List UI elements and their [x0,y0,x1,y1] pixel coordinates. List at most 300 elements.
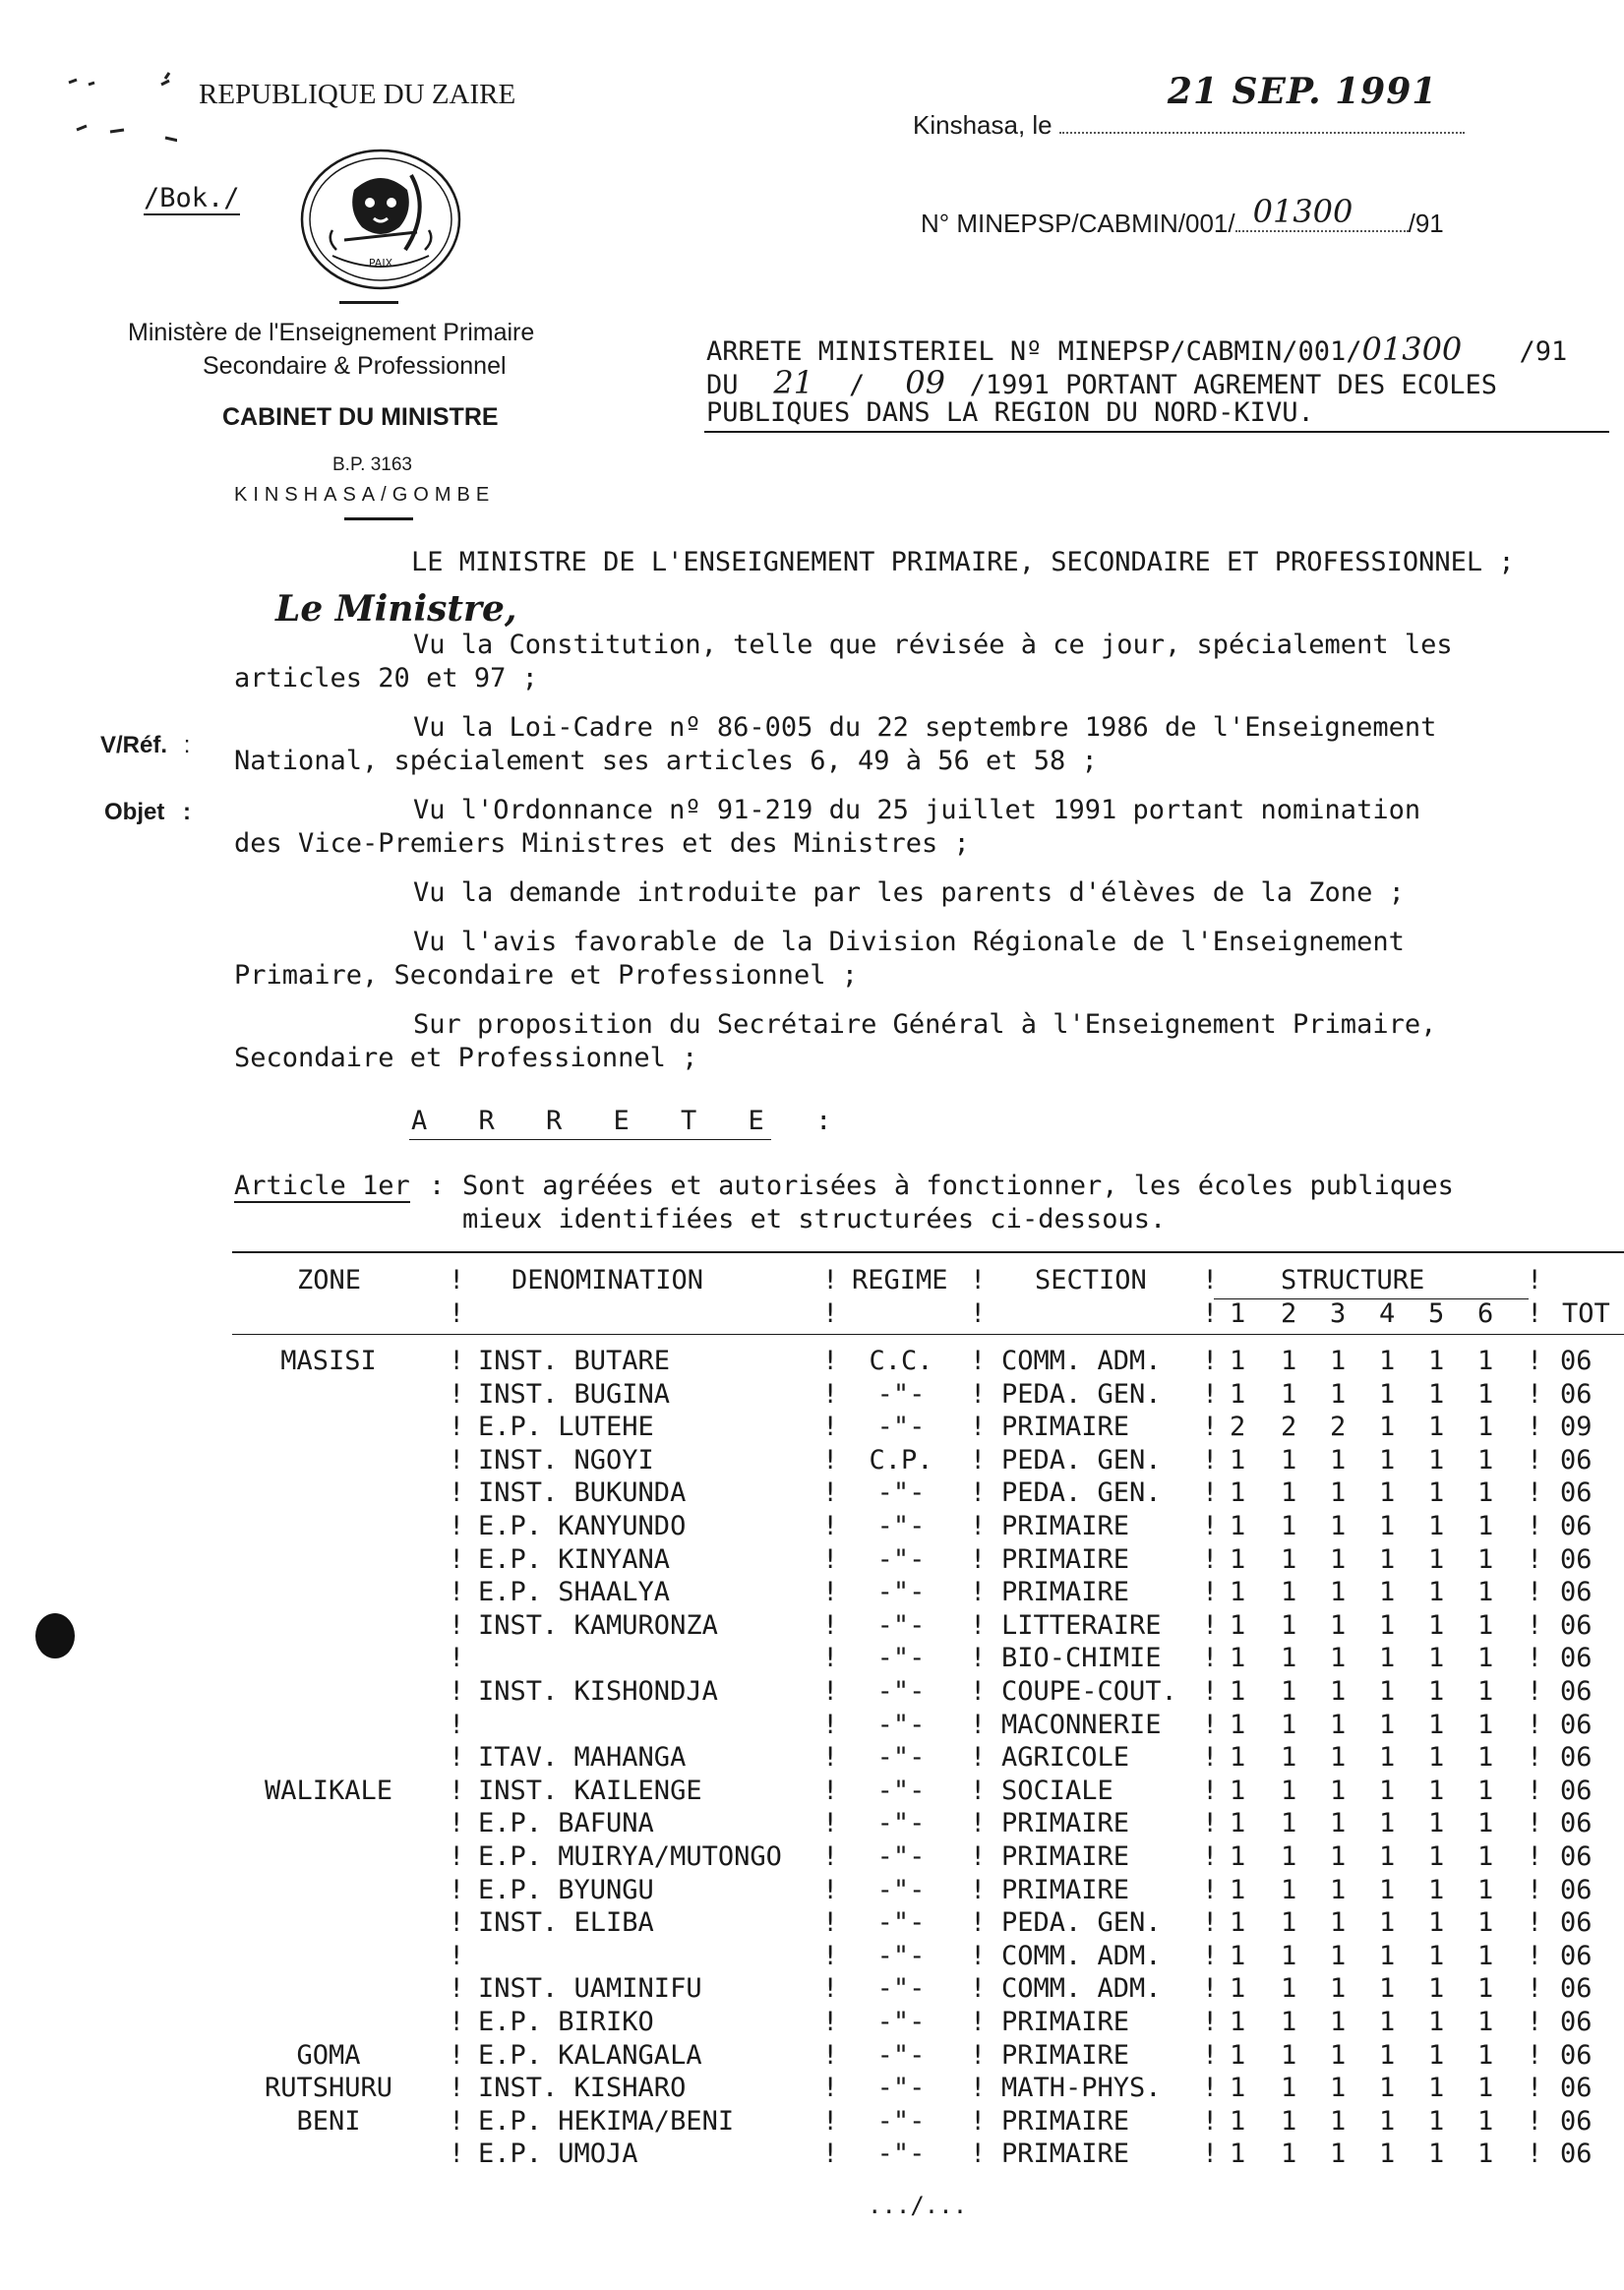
row-sep-4: ! [1202,1577,1219,1608]
row-zone: RUTSHURU [264,2073,393,2104]
row-denomination: E.P. KALANGALA [478,2039,702,2071]
row-structure-6: 1 [1477,1577,1494,1608]
row-sep-4: ! [1202,1346,1219,1376]
row-structure-2: 1 [1281,1973,1297,2005]
row-sep-5: ! [1527,1709,1543,1740]
table-row [0,1941,1624,1973]
row-structure-3: 1 [1330,1609,1347,1641]
row-structure-3: 1 [1330,1676,1347,1707]
row-sep-1: ! [449,1874,465,1905]
row-structure-2: 1 [1281,1742,1297,1774]
row-sep-3: ! [970,1973,987,2005]
row-structure-2: 1 [1281,2105,1297,2137]
table-row [0,1841,1624,1874]
row-structure-1: 1 [1230,1577,1246,1608]
row-denomination: E.P. BYUNGU [478,1874,654,1905]
row-sep-1: ! [449,1444,465,1476]
row-sep-5: ! [1527,1973,1543,2005]
row-sep-3: ! [970,1709,987,1740]
row-structure-1: 1 [1230,1973,1246,2005]
row-structure-4: 1 [1379,1841,1396,1872]
table-row [0,2106,1624,2139]
row-structure-4: 1 [1379,1742,1396,1774]
vref-label [100,732,190,759]
table-row [0,1676,1624,1709]
row-sep-2: ! [822,1907,839,1939]
row-regime: -"- [876,1609,926,1641]
header-year-5: 5 [1428,1298,1445,1329]
row-sep-2: ! [822,1676,839,1707]
row-section: PRIMAIRE [1001,1412,1130,1443]
row-structure-2: 1 [1281,1643,1297,1674]
row-sep-3: ! [970,1940,987,1971]
row-sep-5: ! [1527,1412,1543,1443]
row-regime: -"- [876,1412,926,1443]
row-sep-3: ! [970,1808,987,1839]
row-structure-5: 1 [1428,1378,1445,1410]
row-sep-4: ! [1202,1412,1219,1443]
row-structure-5: 1 [1428,2139,1445,2170]
preamble-p2-a: Vu la Loi-Cadre nº 86-005 du 22 septembre 1986 de l'Enseignement [413,712,1437,743]
row-sep-5: ! [1527,1643,1543,1674]
row-sep-1: ! [449,1775,465,1806]
preamble-p3-a: Vu l'Ordonnance nº 91-219 du 25 juillet 1991 portant nomination [413,795,1421,825]
row-sep-3: ! [970,1346,987,1376]
table-row [0,1477,1624,1510]
row-sep-3: ! [970,2039,987,2071]
row-sep-2: ! [822,1346,839,1376]
objet-label [104,799,191,826]
row-sep-4: ! [1202,1907,1219,1939]
row-section: BIO-CHIMIE [1001,1643,1162,1674]
row-structure-3: 1 [1330,1940,1347,1971]
table-row [0,2139,1624,2171]
row-structure-3: 1 [1330,2073,1347,2104]
row-structure-5: 1 [1428,2073,1445,2104]
row-section: PEDA. GEN. [1001,1378,1162,1410]
row-structure-5: 1 [1428,1412,1445,1443]
row-structure-1: 1 [1230,1775,1246,1806]
row-structure-3: 2 [1330,1412,1347,1443]
row-sep-3: ! [970,2139,987,2170]
row-regime: -"- [876,1643,926,1674]
row-denomination: INST. BUTARE [478,1346,671,1376]
row-structure-6: 1 [1477,1643,1494,1674]
row-total: 06 [1560,1577,1593,1608]
row-structure-4: 1 [1379,1874,1396,1905]
continued-marker: .../... [868,2192,968,2219]
row-denomination: INST. KISHONDJA [478,1676,718,1707]
row-sep-2: ! [822,1940,839,1971]
row-sep-3: ! [970,1676,987,1707]
row-regime: -"- [876,1477,926,1509]
header-bottom-rule [232,1334,1624,1335]
row-sep-2: ! [822,2039,839,2071]
row-denomination: INST. ELIBA [478,1907,654,1939]
handwritten-date: 21 SEP. 1991 [1167,71,1438,112]
punch-hole [35,1613,75,1658]
row-structure-5: 1 [1428,1907,1445,1939]
row-structure-6: 1 [1477,1940,1494,1971]
row-regime: -"- [876,2039,926,2071]
row-structure-3: 1 [1330,1577,1347,1608]
row-zone: GOMA [296,2039,361,2071]
header2-sep-4: ! [1202,1298,1219,1329]
row-sep-4: ! [1202,1511,1219,1541]
row-sep-1: ! [449,1346,465,1376]
table-row [0,1643,1624,1675]
header-structure: STRUCTURE [1281,1265,1425,1296]
row-sep-3: ! [970,1775,987,1806]
header-sep-3: ! [970,1265,987,1296]
row-structure-4: 1 [1379,1412,1396,1443]
row-sep-2: ! [822,1577,839,1608]
row-regime: -"- [876,1841,926,1872]
row-structure-1: 1 [1230,1841,1246,1872]
row-structure-4: 1 [1379,1577,1396,1608]
row-total: 06 [1560,2105,1593,2137]
table-row [0,1346,1624,1378]
row-sep-2: ! [822,1709,839,1740]
row-denomination: INST. KAILENGE [478,1775,702,1806]
row-sep-4: ! [1202,2139,1219,2170]
row-total: 06 [1560,2039,1593,2071]
row-sep-4: ! [1202,1841,1219,1872]
row-sep-5: ! [1527,1346,1543,1376]
row-sep-3: ! [970,2007,987,2037]
row-structure-3: 1 [1330,1511,1347,1541]
row-regime: C.C. [869,1346,933,1376]
row-sep-1: ! [449,1378,465,1410]
row-sep-5: ! [1527,1874,1543,1905]
row-structure-3: 1 [1330,1742,1347,1774]
row-structure-6: 1 [1477,1742,1494,1774]
row-denomination: E.P. SHAALYA [478,1577,671,1608]
row-section: PRIMAIRE [1001,1577,1130,1608]
row-structure-6: 1 [1477,1511,1494,1541]
row-structure-3: 1 [1330,1775,1347,1806]
row-sep-5: ! [1527,1775,1543,1806]
row-structure-2: 1 [1281,1709,1297,1740]
row-section: MACONNERIE [1001,1709,1162,1740]
row-sep-1: ! [449,2007,465,2037]
title-handwritten-number: 01300 [1361,331,1463,368]
row-total: 06 [1560,1676,1593,1707]
postal-box: B.P. 3163 [332,454,413,475]
row-sep-4: ! [1202,1477,1219,1509]
row-section: PRIMAIRE [1001,1543,1130,1575]
row-sep-3: ! [970,1841,987,1872]
row-sep-5: ! [1527,1543,1543,1575]
row-sep-2: ! [822,1609,839,1641]
row-structure-1: 1 [1230,1511,1246,1541]
row-zone: BENI [296,2105,361,2137]
preamble-p3-b: des Vice-Premiers Ministres et des Ministres ; [234,828,970,859]
header-sep-1: ! [449,1265,465,1296]
row-structure-5: 1 [1428,2007,1445,2037]
row-denomination: E.P. BIRIKO [478,2007,654,2037]
vref-text: V/Réf. [100,732,168,758]
row-sep-1: ! [449,1609,465,1641]
row-structure-6: 1 [1477,1808,1494,1839]
row-structure-1: 1 [1230,1609,1246,1641]
row-total: 06 [1560,1973,1593,2005]
row-denomination: E.P. UMOJA [478,2139,638,2170]
row-structure-6: 1 [1477,1709,1494,1740]
row-sep-1: ! [449,1940,465,1971]
row-section: PRIMAIRE [1001,1841,1130,1872]
row-structure-4: 1 [1379,1676,1396,1707]
row-structure-2: 1 [1281,1775,1297,1806]
row-sep-4: ! [1202,1378,1219,1410]
schools-table [0,1247,1624,2192]
row-sep-1: ! [449,1412,465,1443]
row-total: 06 [1560,1841,1593,1872]
row-structure-1: 1 [1230,1477,1246,1509]
row-structure-5: 1 [1428,1973,1445,2005]
row-regime: -"- [876,1973,926,2005]
row-sep-5: ! [1527,2007,1543,2037]
row-structure-4: 1 [1379,1609,1396,1641]
row-structure-6: 1 [1477,2139,1494,2170]
row-sep-2: ! [822,1841,839,1872]
row-structure-5: 1 [1428,1543,1445,1575]
title-du: DU [706,370,739,400]
row-structure-6: 1 [1477,1477,1494,1509]
date-line [1059,71,1465,134]
row-structure-3: 1 [1330,1709,1347,1740]
decree-title-line1 [706,331,1567,368]
row-sep-4: ! [1202,1874,1219,1905]
table-row [0,1412,1624,1444]
row-structure-5: 1 [1428,1477,1445,1509]
row-regime: -"- [876,1543,926,1575]
row-section: COMM. ADM. [1001,1973,1162,2005]
row-regime: -"- [876,1709,926,1740]
row-section: PRIMAIRE [1001,1808,1130,1839]
republic-heading: REPUBLIQUE DU ZAIRE [199,79,516,110]
header-zone: ZONE [297,1265,362,1296]
table-row [0,2073,1624,2105]
row-structure-3: 1 [1330,2139,1347,2170]
row-structure-3: 1 [1330,1973,1347,2005]
row-regime: -"- [876,1577,926,1608]
row-sep-1: ! [449,1543,465,1575]
row-structure-5: 1 [1428,1709,1445,1740]
arrete-heading: A R R E T E : [411,1106,832,1136]
objet-text: Objet [104,799,165,825]
row-structure-4: 1 [1379,1775,1396,1806]
row-section: LITTERAIRE [1001,1609,1162,1641]
cabinet-heading: CABINET DU MINISTRE [222,403,499,431]
header-sep-4: ! [1202,1265,1219,1296]
row-structure-5: 1 [1428,1874,1445,1905]
row-sep-5: ! [1527,2105,1543,2137]
header2-sep-3: ! [970,1298,987,1329]
row-sep-5: ! [1527,1940,1543,1971]
row-sep-1: ! [449,1742,465,1774]
row-structure-6: 1 [1477,1444,1494,1476]
row-sep-5: ! [1527,1577,1543,1608]
preamble-p5-b: Primaire, Secondaire et Professionnel ; [234,960,858,991]
table-row [0,1742,1624,1775]
row-total: 06 [1560,1609,1593,1641]
row-sep-5: ! [1527,1511,1543,1541]
preamble-p4: Vu la demande introduite par les parents d'élèves de la Zone ; [413,877,1405,908]
minister-heading: LE MINISTRE DE L'ENSEIGNEMENT PRIMAIRE, SECONDAIRE ET PROFESSIONNEL ; [411,547,1515,577]
row-structure-2: 1 [1281,1907,1297,1939]
row-sep-4: ! [1202,1808,1219,1839]
row-sep-2: ! [822,1742,839,1774]
row-structure-4: 1 [1379,2139,1396,2170]
document-number [921,193,1444,239]
row-structure-5: 1 [1428,1444,1445,1476]
row-structure-2: 1 [1281,1346,1297,1376]
city-address: KINSHASA/GOMBE [234,484,496,506]
row-structure-4: 1 [1379,2073,1396,2104]
row-structure-1: 1 [1230,2073,1246,2104]
table-row [0,1907,1624,1940]
ministry-name-line2: Secondaire & Professionnel [203,352,507,380]
row-regime: -"- [876,1940,926,1971]
row-structure-2: 1 [1281,1543,1297,1575]
row-section: PEDA. GEN. [1001,1444,1162,1476]
row-sep-2: ! [822,1543,839,1575]
row-structure-6: 1 [1477,1676,1494,1707]
table-row [0,1710,1624,1742]
row-structure-1: 1 [1230,1643,1246,1674]
row-structure-5: 1 [1428,1346,1445,1376]
row-structure-1: 1 [1230,1874,1246,1905]
row-structure-5: 1 [1428,1775,1445,1806]
row-sep-5: ! [1527,1808,1543,1839]
row-structure-3: 1 [1330,1346,1347,1376]
row-sep-1: ! [449,1709,465,1740]
row-sep-3: ! [970,1543,987,1575]
row-denomination: INST. KISHARO [478,2073,687,2104]
preamble-p6-b: Secondaire et Professionnel ; [234,1043,698,1073]
row-structure-3: 1 [1330,1874,1347,1905]
row-sep-4: ! [1202,1775,1219,1806]
table-row [0,2007,1624,2039]
row-structure-5: 1 [1428,1940,1445,1971]
row-sep-4: ! [1202,1676,1219,1707]
number-line [1235,193,1409,232]
decree-title-line3: PUBLIQUES DANS LA REGION DU NORD-KIVU. [706,397,1314,428]
row-sep-1: ! [449,2105,465,2137]
row-sep-2: ! [822,1412,839,1443]
vref-colon: : [183,732,191,758]
header-year-3: 3 [1330,1298,1347,1329]
row-section: PRIMAIRE [1001,1874,1130,1905]
row-section: PRIMAIRE [1001,2007,1130,2037]
row-structure-5: 1 [1428,1609,1445,1641]
row-structure-4: 1 [1379,2105,1396,2137]
table-row [0,1776,1624,1808]
row-sep-1: ! [449,1907,465,1939]
row-section: PRIMAIRE [1001,1511,1130,1541]
row-total: 09 [1560,1412,1593,1443]
row-sep-5: ! [1527,1609,1543,1641]
row-structure-1: 1 [1230,1676,1246,1707]
row-sep-2: ! [822,2139,839,2170]
row-sep-5: ! [1527,1742,1543,1774]
number-suffix: /91 [1408,209,1444,238]
row-regime: -"- [876,2073,926,2104]
row-structure-6: 1 [1477,2007,1494,2037]
row-section: COMM. ADM. [1001,1346,1162,1376]
row-sep-5: ! [1527,1676,1543,1707]
row-structure-4: 1 [1379,1477,1396,1509]
row-sep-3: ! [970,1577,987,1608]
row-total: 06 [1560,2007,1593,2037]
row-structure-6: 1 [1477,2073,1494,2104]
row-regime: -"- [876,1511,926,1541]
row-structure-6: 1 [1477,1874,1494,1905]
table-row [0,1875,1624,1907]
row-structure-1: 1 [1230,2139,1246,2170]
row-section: SOCIALE [1001,1775,1113,1806]
row-sep-3: ! [970,2073,987,2104]
row-structure-3: 1 [1330,1543,1347,1575]
row-structure-4: 1 [1379,1808,1396,1839]
table-row [0,1379,1624,1412]
row-sep-1: ! [449,1477,465,1509]
header-sep-2: ! [822,1265,839,1296]
handwritten-number: 01300 [1252,193,1353,230]
row-total: 06 [1560,1940,1593,1971]
row-structure-4: 1 [1379,1940,1396,1971]
table-top-rule [232,1251,1624,1253]
row-total: 06 [1560,1543,1593,1575]
title-underline [704,431,1609,433]
row-section: MATH-PHYS. [1001,2073,1162,2104]
row-structure-5: 1 [1428,1808,1445,1839]
row-structure-2: 1 [1281,1841,1297,1872]
row-sep-2: ! [822,1643,839,1674]
row-regime: -"- [876,2105,926,2137]
arrete-underline [409,1139,771,1140]
row-structure-2: 1 [1281,1511,1297,1541]
row-total: 06 [1560,2139,1593,2170]
row-denomination: INST. BUKUNDA [478,1477,687,1509]
row-structure-6: 1 [1477,1378,1494,1410]
row-structure-5: 1 [1428,1742,1445,1774]
row-sep-4: ! [1202,2073,1219,2104]
row-sep-2: ! [822,1511,839,1541]
row-total: 06 [1560,1511,1593,1541]
row-sep-4: ! [1202,1444,1219,1476]
office-reference-code: /Bok./ [144,183,240,213]
row-sep-3: ! [970,1907,987,1939]
row-structure-5: 1 [1428,1676,1445,1707]
row-sep-4: ! [1202,1609,1219,1641]
ministry-name-line1: Ministère de l'Enseignement Primaire [128,319,535,346]
row-section: PRIMAIRE [1001,2039,1130,2071]
row-structure-6: 1 [1477,1543,1494,1575]
row-section: COUPE-COUT. [1001,1676,1177,1707]
row-structure-4: 1 [1379,1511,1396,1541]
row-sep-5: ! [1527,2039,1543,2071]
row-sep-4: ! [1202,1742,1219,1774]
header2-sep-5: ! [1527,1298,1543,1329]
row-sep-5: ! [1527,1477,1543,1509]
row-structure-2: 1 [1281,1609,1297,1641]
row-structure-6: 1 [1477,1841,1494,1872]
date-place [913,71,1465,141]
row-structure-2: 1 [1281,1676,1297,1707]
row-zone: WALIKALE [264,1775,393,1806]
